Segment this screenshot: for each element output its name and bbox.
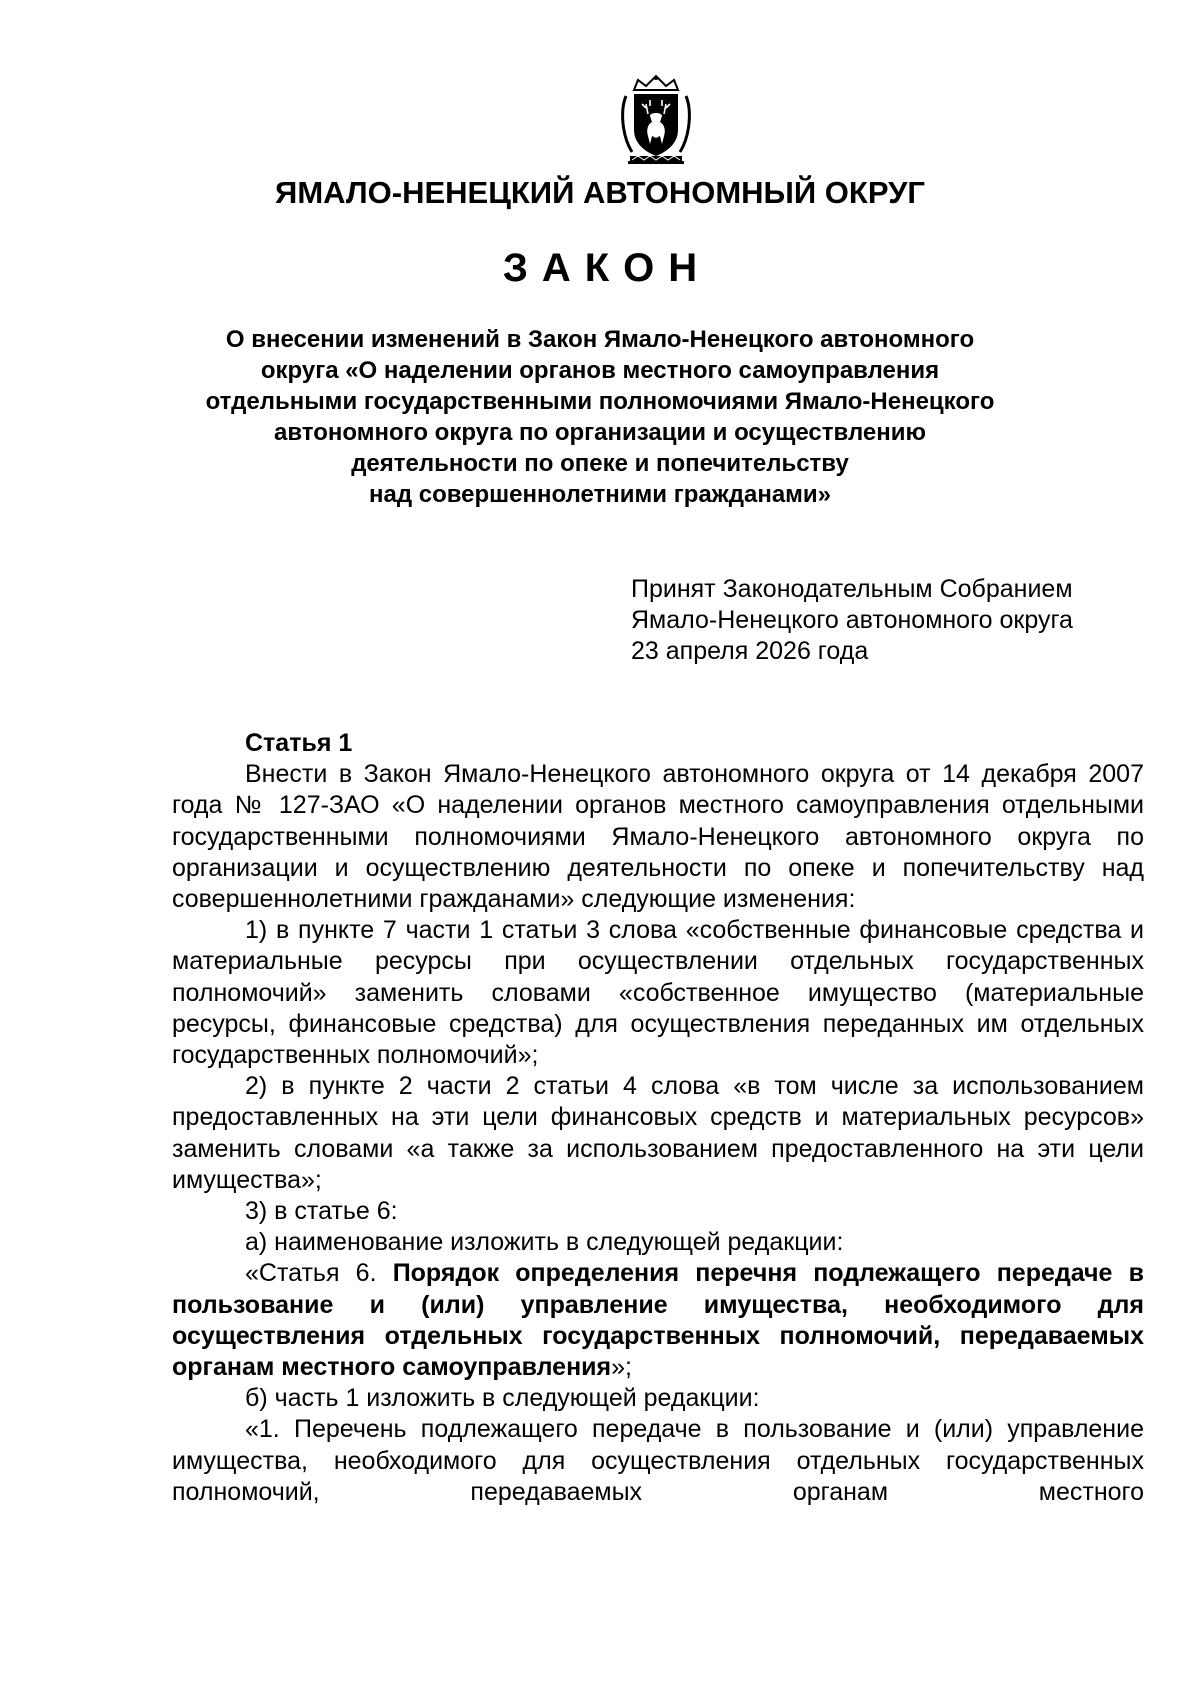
law-title-line: округа «О наделении органов местного самоуправления: [260, 357, 940, 384]
new-heading-suffix: »;: [611, 1353, 632, 1382]
law-title-line: отдельными государственными полномочиями Ямало-Ненецкого: [205, 388, 995, 415]
law-title-line: О внесении изменений в Закон Ямало-Ненецкого автономного: [225, 326, 975, 353]
law-title-line: деятельности по опеке и попечительству: [351, 450, 849, 477]
document-type: ЗАКОН: [502, 246, 712, 290]
new-heading-text: Порядок определения перечня подлежащего передаче в пользование и (или) управление имущества, необходимого для осуществления отдельных государственных полномочий, передаваемых органам местного самоуправления: [172, 1259, 1144, 1382]
amendment-item-3a: а) наименование изложить в следующей редакции:: [245, 1228, 844, 1257]
coat-of-arms-icon: [620, 74, 692, 166]
adoption-line: Принят Законодательным Собранием: [631, 575, 1073, 603]
new-article-heading: [172, 1258, 1144, 1383]
adoption-date: 23 апреля 2026 года: [631, 637, 869, 665]
article-heading: Статья 1: [245, 729, 353, 757]
amendment-item-3: 3) в статье 6:: [245, 1197, 398, 1226]
new-part-1: «1. Перечень подлежащего передаче в пользование и (или) управление имущества, необходимого для осуществления отдельных государственных полномочий, передаваемых органам местного: [172, 1415, 1144, 1506]
article-body: [172, 728, 1144, 1508]
law-title: [140, 324, 1060, 510]
region-name: ЯМАЛО-НЕНЕЦКИЙ АВТОНОМНЫЙ ОКРУГ: [275, 175, 925, 210]
adoption-line: Ямало-Ненецкого автономного округа: [631, 606, 1073, 634]
article-intro: Внести в Закон Ямало-Ненецкого автономного округа от 14 декабря 2007 года № 127-ЗАО «О наделении органов местного самоуправления отдельными государственными полномочиями Ямало-Ненецкого автономного округа по организации и осуществлению деятельности по опеке и попечительству над совершеннолетними гражданами» следующие изменения:: [172, 760, 1144, 914]
amendment-item-3b: б) часть 1 изложить в следующей редакции:: [245, 1384, 760, 1413]
law-title-line: над совершеннолетними гражданами»: [368, 481, 832, 508]
adoption-block: [631, 574, 1073, 667]
amendment-item-2: 2) в пункте 2 части 2 статьи 4 слова «в том числе за использованием предоставленных на эти цели финансовых средств и материальных ресурсов» заменить словами «а также за использованием предоставленного на эти цели имущества»;: [172, 1072, 1144, 1194]
law-title-line: автономного округа по организации и осуществлению: [274, 419, 926, 446]
amendment-item-1: 1) в пункте 7 части 1 статьи 3 слова «собственные финансовые средства и материальные ресурсы при осуществлении отдельных государственных полномочий» заменить словами «собственное имущество (материальные ресурсы, финансовые средства) для осуществления переданных им отдельных государственных полномочий»;: [172, 916, 1144, 1070]
new-heading-prefix: «Статья 6.: [245, 1259, 393, 1288]
